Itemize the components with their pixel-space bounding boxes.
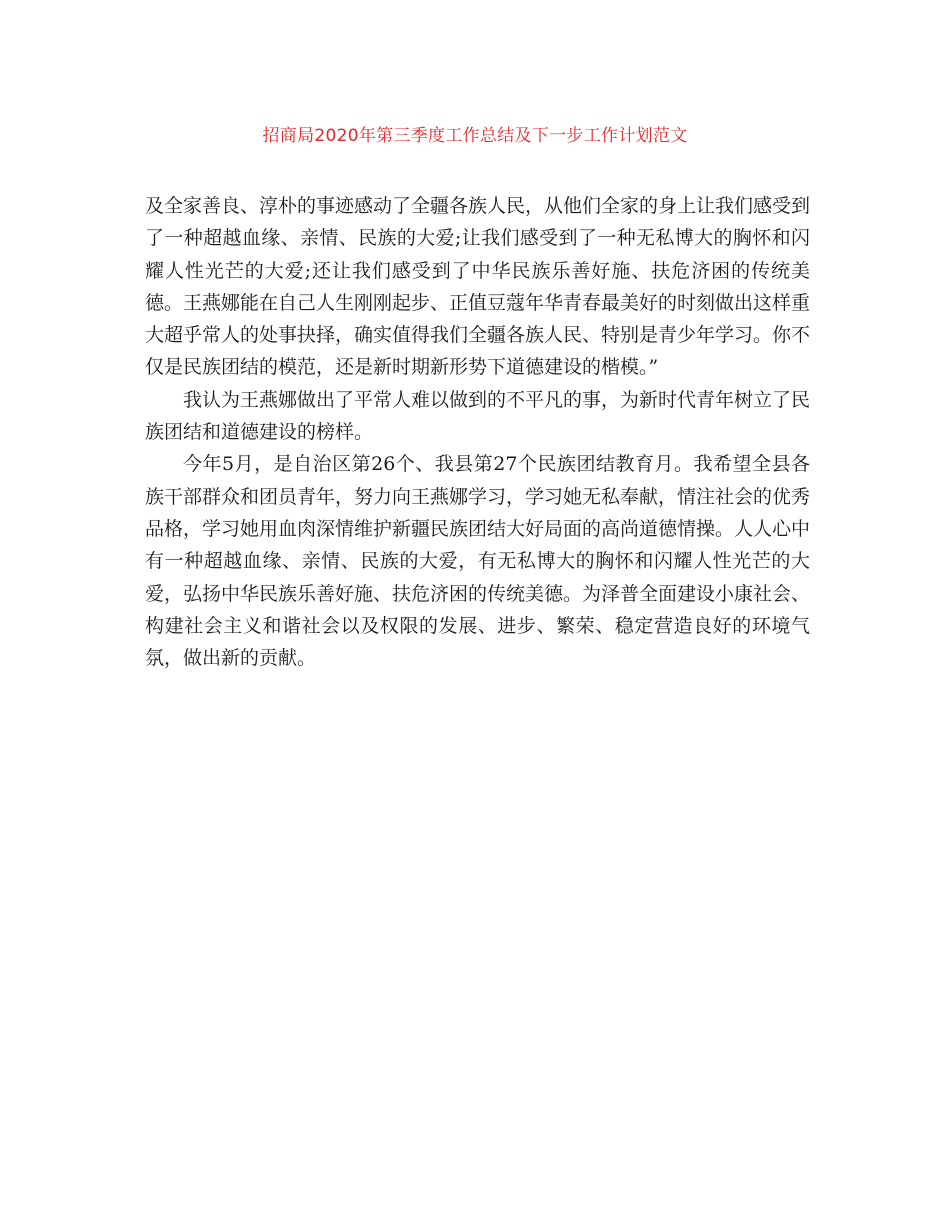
paragraph-continued: 及全家善良、淳朴的事迹感动了全疆各族人民，从他们全家的身上让我们感受到了一种超越血缘、亲情、民族的大爱;让我们感受到了一种无私博大的胸怀和闪耀人性光芒的大爱;还让我们感受到了中华民族乐善好施、扶危济困的传统美德。王燕娜能在自己人生刚刚起步、正值豆蔻年华青春最美好的时刻做出这样重大超乎常人的处事抉择，确实值得我们全疆各族人民、特别是青少年学习。你不仅是民族团结的模范，还是新时期新形势下道德建设的楷模。” <box>145 195 811 379</box>
document-body <box>145 190 810 674</box>
paragraph-opinion: 我认为王燕娜做出了平常人难以做到的不平凡的事，为新时代青年树立了民族团结和道德建设的榜样。 <box>145 388 811 444</box>
document-title: 招商局2020年第三季度工作总结及下一步工作计划范文 <box>262 126 688 146</box>
paragraph-education-month: 今年5月，是自治区第26个、我县第27个民族团结教育月。我希望全县各族干部群众和团员青年，努力向王燕娜学习，学习她无私奉献，情注社会的优秀品格，学习她用血肉深情维护新疆民族团结大好局面的高尚道德情操。人人心中有一种超越血缘、亲情、民族的大爱，有无私博大的胸怀和闪耀人性光芒的大爱，弘扬中华民族乐善好施、扶危济困的传统美德。为泽普全面建设小康社会、构建社会主义和谐社会以及权限的发展、进步、繁荣、稳定营造良好的环境气氛，做出新的贡献。 <box>145 453 811 670</box>
